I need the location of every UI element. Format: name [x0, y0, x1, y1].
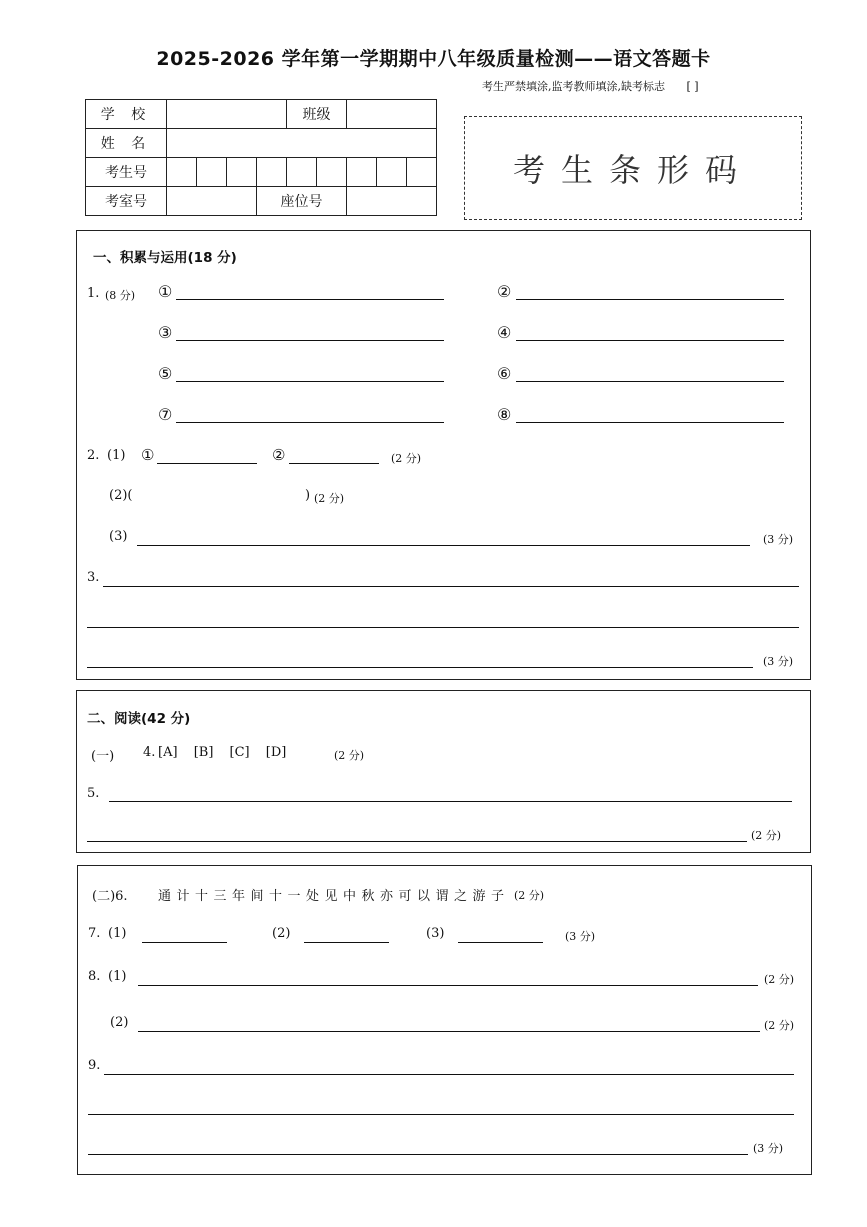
q2-sub1-answer-line-2[interactable]	[289, 463, 379, 464]
q8-sub1-label: (1)	[108, 969, 127, 984]
section-accumulation	[76, 230, 811, 680]
q1-mark-6: ⑥	[497, 364, 512, 383]
q3-answer-line-2[interactable]	[87, 627, 799, 628]
q8-sub2-label: (2)	[110, 1015, 129, 1030]
q7-sub3-label: (3)	[426, 926, 445, 941]
q1-answer-line-2[interactable]	[516, 299, 784, 300]
q5-answer-line-2[interactable]	[87, 841, 747, 842]
q4-label: 4.	[143, 745, 156, 760]
q8-label: 8.	[88, 969, 101, 984]
q1-mark-1: ①	[158, 282, 173, 301]
absent-notice	[482, 78, 699, 94]
q6-prefix: (二)6.	[92, 889, 128, 904]
q1-answer-line-8[interactable]	[516, 422, 784, 423]
name-label: 姓 名	[86, 129, 167, 158]
answer-sheet-title: 2025-2026 学年第一学期期中八年级质量检测——语文答题卡	[156, 48, 711, 70]
q8-sub1-answer-line[interactable]	[138, 985, 758, 986]
q1-answer-line-1[interactable]	[176, 299, 444, 300]
q4-option-a[interactable]: [A]	[158, 745, 178, 760]
q1-answer-line-6[interactable]	[516, 381, 784, 382]
q6-text: 通计十三年间十一处见中秋亦可以谓之游子	[158, 889, 510, 904]
exam-number-digit[interactable]	[317, 158, 347, 187]
q5-answer-line-1[interactable]	[109, 801, 792, 802]
q1-score: (8 分)	[105, 289, 136, 302]
q2-sub2-answer-blank[interactable]	[151, 485, 301, 505]
section-reading-2	[77, 865, 812, 1175]
exam-number-digit[interactable]	[377, 158, 407, 187]
absent-mark-box[interactable]: [ ]	[686, 80, 699, 93]
q8-sub2-answer-line[interactable]	[138, 1031, 760, 1032]
seat-field[interactable]	[347, 187, 437, 216]
q1-answer-line-5[interactable]	[176, 381, 444, 382]
q7-sub1-label: (1)	[108, 926, 127, 941]
q4-option-c[interactable]: [C]	[229, 745, 250, 760]
q7-sub2-answer-line[interactable]	[304, 942, 389, 943]
q4-option-b[interactable]: [B]	[193, 745, 214, 760]
q9-score: (3 分)	[753, 1142, 784, 1155]
name-field[interactable]	[167, 129, 437, 158]
q1-mark-4: ④	[497, 323, 512, 342]
q4-options	[158, 745, 298, 760]
q3-score: (3 分)	[763, 655, 794, 668]
q2-sub3-label: (3)	[109, 529, 128, 544]
q1-label: 1.	[87, 286, 100, 301]
absent-notice-text: 考生严禁填涂,监考教师填涂,缺考标志	[482, 80, 665, 93]
class-field[interactable]	[347, 100, 437, 129]
q2-sub2-close: )	[305, 488, 311, 503]
q2-sub3-answer-line[interactable]	[137, 545, 750, 546]
q4-option-d[interactable]: [D]	[265, 745, 287, 760]
barcode-area	[464, 116, 802, 220]
school-field[interactable]	[167, 100, 287, 129]
q1-mark-8: ⑧	[497, 405, 512, 424]
barcode-label: 考生条形码	[512, 151, 753, 189]
seat-label: 座位号	[257, 187, 347, 216]
q9-answer-line-2[interactable]	[88, 1114, 794, 1115]
q1-mark-5: ⑤	[158, 364, 173, 383]
q1-mark-7: ⑦	[158, 405, 173, 424]
exam-number-digit[interactable]	[197, 158, 227, 187]
exam-number-digit[interactable]	[347, 158, 377, 187]
room-field[interactable]	[167, 187, 257, 216]
q7-label: 7.	[88, 926, 101, 941]
q3-answer-line-3[interactable]	[87, 667, 753, 668]
q7-sub3-answer-line[interactable]	[458, 942, 543, 943]
q9-answer-line-3[interactable]	[88, 1154, 748, 1155]
exam-number-digit[interactable]	[407, 158, 437, 187]
exam-number-label: 考生号	[86, 158, 167, 187]
room-label: 考室号	[86, 187, 167, 216]
q4-score: (2 分)	[334, 749, 365, 762]
exam-number-digit[interactable]	[257, 158, 287, 187]
q3-label: 3.	[87, 570, 100, 585]
q6-score: (2 分)	[514, 889, 545, 902]
school-label: 学 校	[86, 100, 167, 129]
q4-prefix: (一)	[91, 749, 115, 764]
q5-score: (2 分)	[751, 829, 782, 842]
q7-sub2-label: (2)	[272, 926, 291, 941]
class-label: 班级	[287, 100, 347, 129]
q7-sub1-answer-line[interactable]	[142, 942, 227, 943]
exam-number-digit[interactable]	[227, 158, 257, 187]
q1-mark-2: ②	[497, 282, 512, 301]
q2-sub1-mark-1: ①	[141, 446, 155, 464]
section-1-heading: 一、积累与运用(18 分)	[93, 250, 237, 266]
section-reading	[76, 690, 811, 853]
q3-answer-line-1[interactable]	[103, 586, 799, 587]
q8-sub1-score: (2 分)	[764, 973, 795, 986]
q9-label: 9.	[88, 1058, 101, 1073]
q2-sub1-answer-line-1[interactable]	[157, 463, 257, 464]
q1-answer-line-4[interactable]	[516, 340, 784, 341]
q7-score: (3 分)	[565, 930, 596, 943]
q1-answer-line-3[interactable]	[176, 340, 444, 341]
q2-sub3-score: (3 分)	[763, 533, 794, 546]
q2-sub1-label: (1)	[107, 448, 126, 463]
q2-sub2-score: (2 分)	[314, 492, 345, 505]
q5-label: 5.	[87, 786, 100, 801]
q2-sub1-score: (2 分)	[391, 452, 422, 465]
q1-answer-line-7[interactable]	[176, 422, 444, 423]
q1-mark-3: ③	[158, 323, 173, 342]
exam-number-digit[interactable]	[287, 158, 317, 187]
q9-answer-line-1[interactable]	[104, 1074, 794, 1075]
q2-sub2-open: (2)(	[109, 488, 133, 503]
section-2-heading: 二、阅读(42 分)	[87, 711, 191, 727]
q2-label: 2.	[87, 448, 100, 463]
q2-sub1-mark-2: ②	[272, 446, 286, 464]
student-info-table	[85, 99, 437, 216]
exam-number-digit[interactable]	[167, 158, 197, 187]
q8-sub2-score: (2 分)	[764, 1019, 795, 1032]
